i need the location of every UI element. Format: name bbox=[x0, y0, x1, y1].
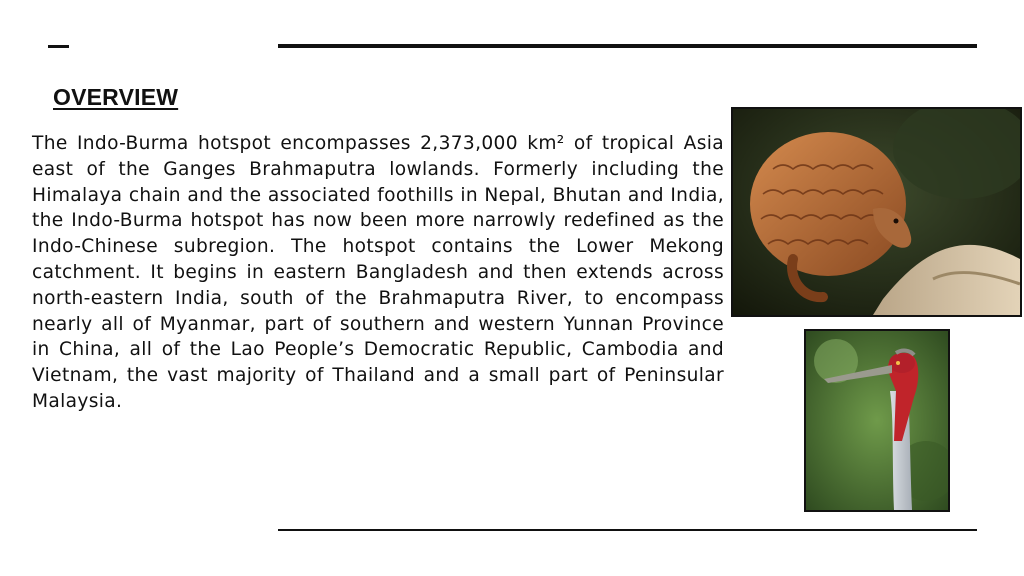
crane-image bbox=[806, 331, 948, 510]
crane-photo bbox=[804, 329, 950, 512]
section-heading: OVERVIEW bbox=[53, 84, 179, 110]
pangolin-photo bbox=[731, 107, 1022, 317]
decorative-dash bbox=[48, 45, 69, 48]
bottom-divider-line bbox=[278, 529, 977, 531]
overview-paragraph: The Indo-Burma hotspot encompasses 2,373,000 km² of tropical Asia east of the Ganges Brahmaputra lowlands. Formerly including the Himalaya chain and the associated foothills in Nepal, Bhutan and India, the Indo-Burma hotspot has now been more narrowly redefined as the Indo-Chinese subregion. The hotspot contains the Lower Mekong catchment. It begins in eastern Bangladesh and then extends across north-eastern India, south of the Brahmaputra River, to encompass nearly all of Myanmar, part of southern and western Yunnan Province in China, all of the Lao People’s Democratic Republic, Cambodia and Vietnam, the vast majority of Thailand and a small part of Peninsular Malaysia. bbox=[32, 133, 724, 412]
pangolin-image bbox=[733, 109, 1020, 315]
top-divider-line bbox=[278, 44, 977, 48]
